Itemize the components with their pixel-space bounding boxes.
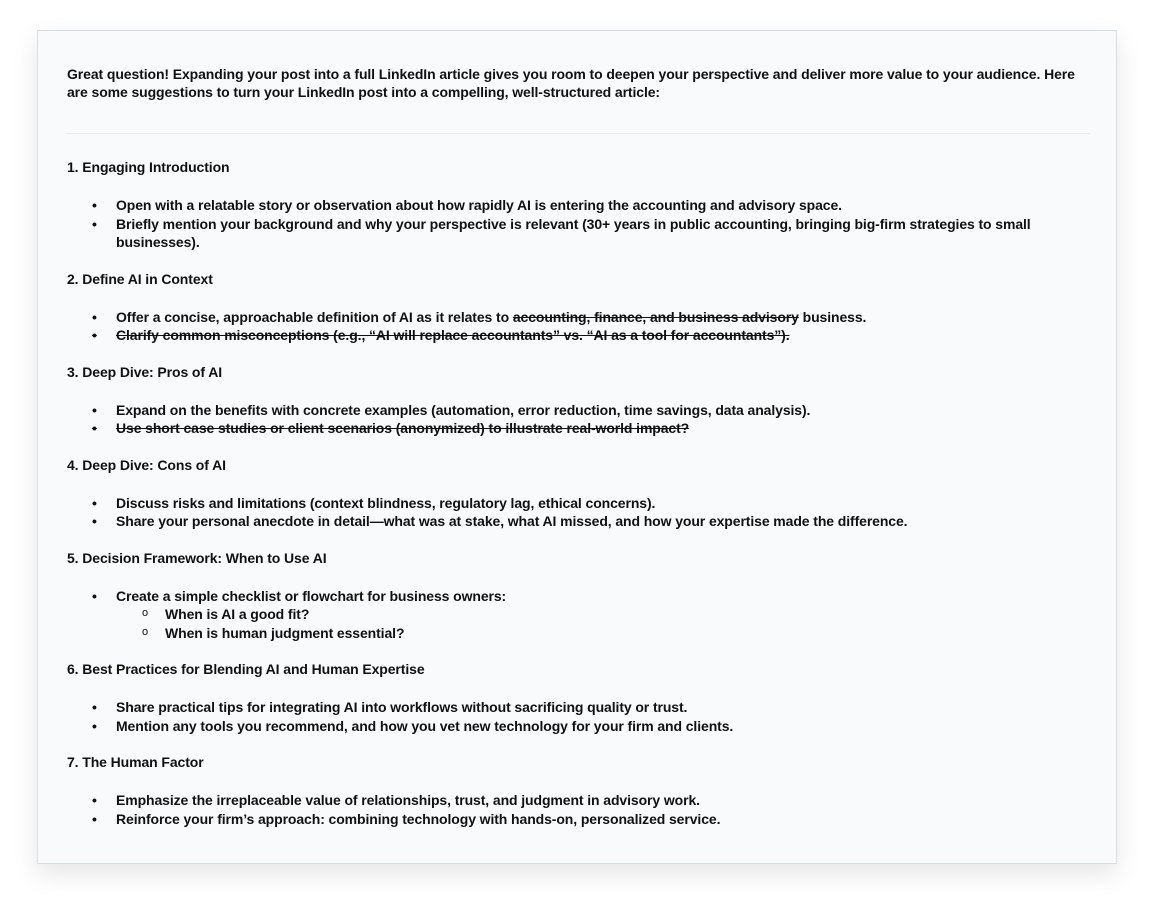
section-define-ai <box>67 270 1090 345</box>
list-item: • Expand on the benefits with concrete examples (automation, error reduction, time savings, data analysis). <box>116 401 1090 420</box>
sections-list <box>67 158 1090 828</box>
divider <box>67 133 1090 134</box>
bullet-list <box>67 401 1090 438</box>
bullet-list <box>67 791 1090 828</box>
item-text: Create a simple checklist or flowchart for business owners: <box>116 587 507 604</box>
section-title: 2. Define AI in Context <box>67 270 213 287</box>
section-cons-of-ai <box>67 456 1090 531</box>
list-item-struck: • Use short case studies or client scenarios (anonymized) to illustrate real-world impact? <box>116 419 1090 438</box>
bullet-list <box>67 308 1090 345</box>
list-item <box>116 587 1090 643</box>
section-title: 7. The Human Factor <box>67 754 204 770</box>
list-item: • Briefly mention your background and why your perspective is relevant (30+ years in public accounting, bringing big-firm strategies to small businesses). <box>116 215 1090 252</box>
section-title: 6. Best Practices for Blending AI and Human Expertise <box>67 661 425 677</box>
list-item: • Discuss risks and limitations (context blindness, regulatory lag, ethical concerns). <box>116 494 1090 513</box>
list-item: • Open with a relatable story or observation about how rapidly AI is entering the accounting and advisory space. <box>116 196 1090 215</box>
section-title: 4. Deep Dive: Cons of AI <box>67 456 226 473</box>
list-item: • Reinforce your firm’s approach: combining technology with hands-on, personalized service. <box>116 810 1090 829</box>
intro-paragraph: Great question! Expanding your post into a full LinkedIn article gives you room to deepen your perspective and deliver more value to your audience. Here are some suggestions to turn your LinkedIn post into a compelling, well-structured article: <box>67 66 1075 100</box>
article-suggestions-card <box>37 30 1117 864</box>
item-text: Offer a concise, approachable definition of AI as it relates to <box>116 308 513 325</box>
section-decision-framework <box>67 549 1090 643</box>
section-title: 5. Decision Framework: When to Use AI <box>67 549 327 566</box>
section-title: 3. Deep Dive: Pros of AI <box>67 363 223 380</box>
list-item-struck: • Clarify common misconceptions (e.g., “AI will replace accountants” vs. “AI as a tool for accountants”). <box>116 326 1090 345</box>
list-item: • Share your personal anecdote in detail—what was at stake, what AI missed, and how your expertise made the difference. <box>116 512 1090 531</box>
sub-bullet-list <box>116 605 1090 642</box>
section-title: 1. Engaging Introduction <box>67 159 230 175</box>
bullet-list <box>67 698 1090 735</box>
section-pros-of-ai <box>67 363 1090 438</box>
struck-text: accounting, finance, and business advisory <box>512 308 799 325</box>
bullet-list <box>67 587 1090 643</box>
list-item: • Emphasize the irreplaceable value of relationships, trust, and judgment in advisory work. <box>116 791 1090 810</box>
list-item <box>116 308 1090 327</box>
section-human-factor <box>67 753 1090 828</box>
section-best-practices <box>67 660 1090 735</box>
list-item: • Mention any tools you recommend, and how you vet new technology for your firm and clients. <box>116 717 1090 736</box>
bullet-list <box>67 494 1090 531</box>
list-item: • Share practical tips for integrating AI into workflows without sacrificing quality or trust. <box>116 698 1090 717</box>
bullet-list <box>67 196 1090 252</box>
section-engaging-introduction <box>67 158 1090 252</box>
sub-list-item: o When is AI a good fit? <box>165 605 1090 624</box>
item-text: business. <box>798 308 867 325</box>
sub-list-item: o When is human judgment essential? <box>165 624 1090 643</box>
